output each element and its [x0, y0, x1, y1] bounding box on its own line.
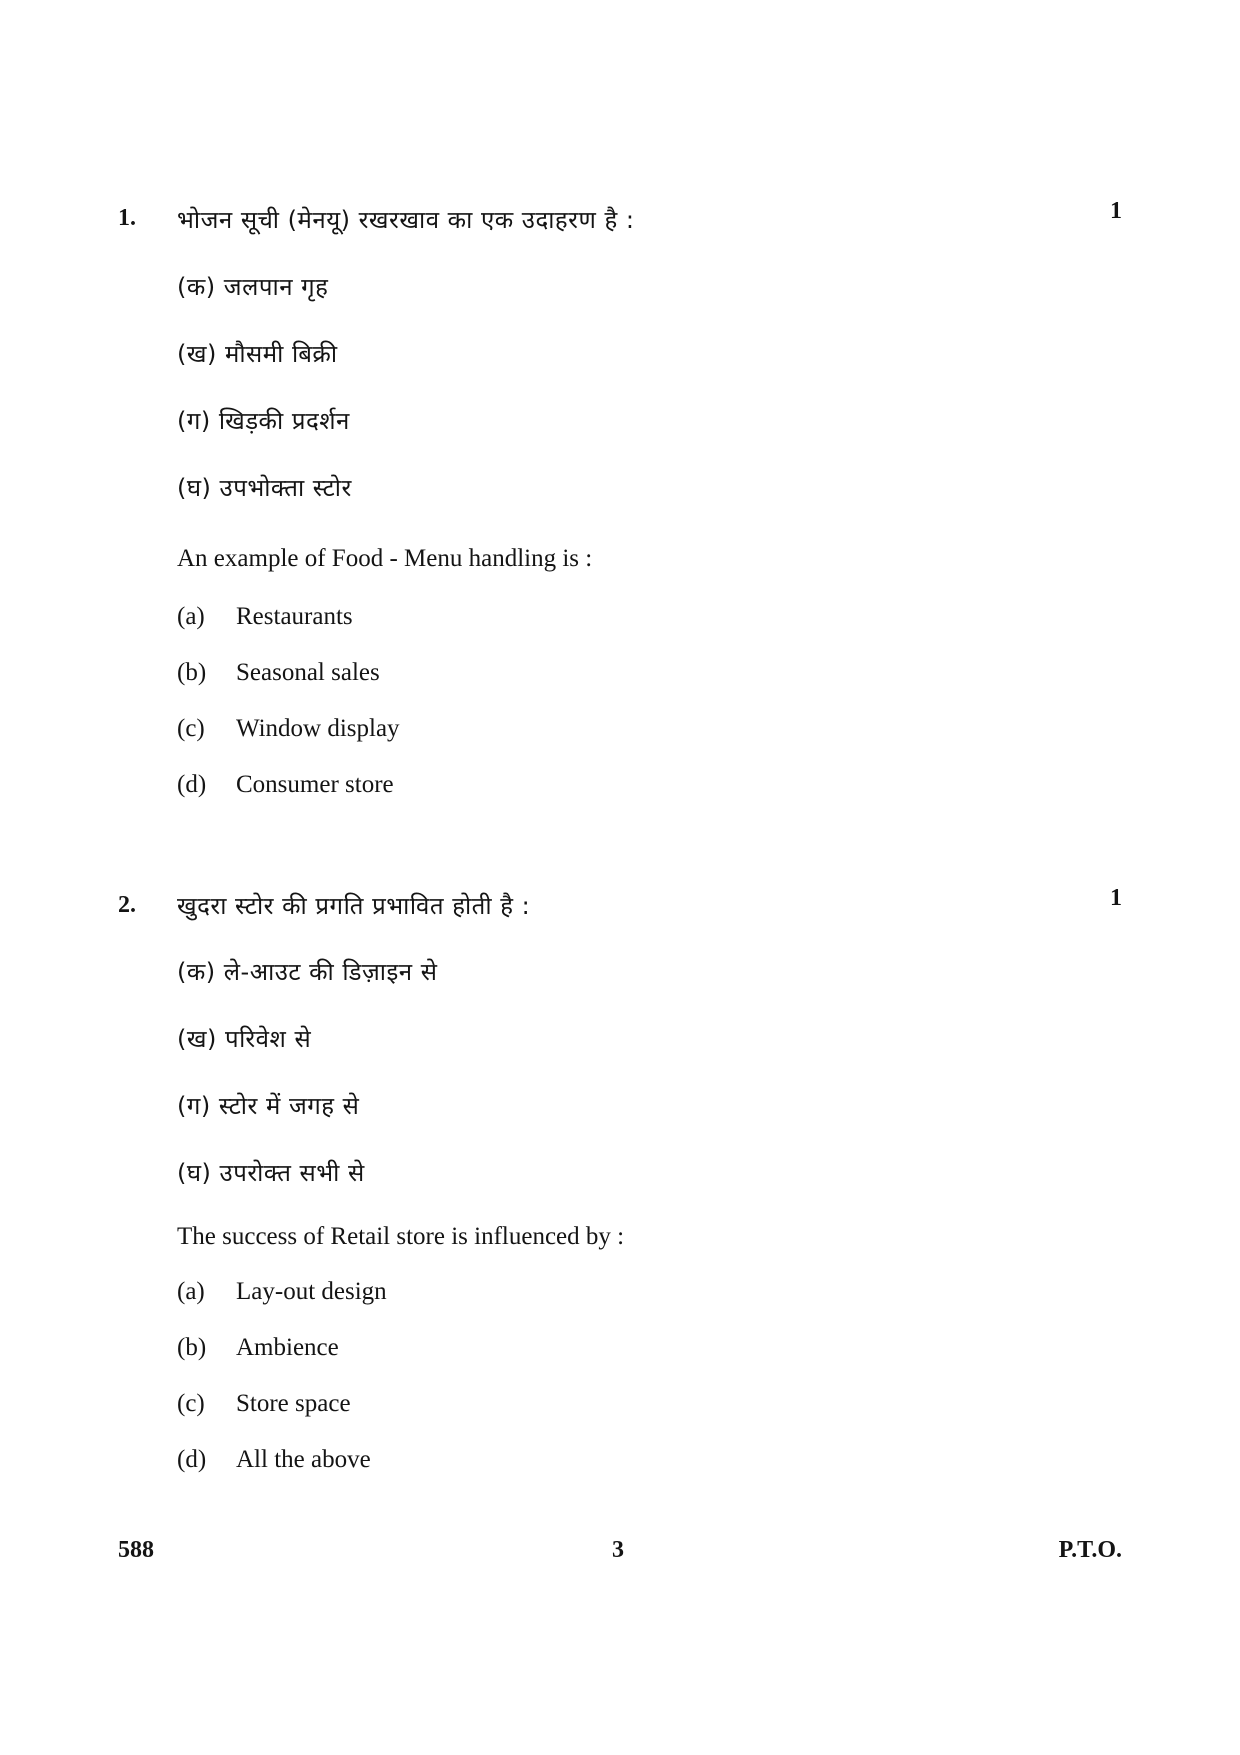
option-label: (b) — [177, 1334, 207, 1361]
question-marks: 1 — [1110, 885, 1122, 911]
option-text: Seasonal sales — [236, 659, 380, 686]
option-label: (d) — [177, 1446, 207, 1473]
hindi-option: (ग) खिड़की प्रदर्शन — [177, 407, 350, 435]
hindi-option: (क) ले-आउट की डिज़ाइन से — [177, 958, 438, 986]
option-label: (c) — [177, 1390, 205, 1417]
question-number: 2. — [118, 892, 136, 918]
option-label: (b) — [177, 659, 207, 686]
question-marks: 1 — [1110, 198, 1122, 224]
hindi-option: (घ) उपभोक्ता स्टोर — [177, 474, 352, 502]
hindi-option: (क) जलपान गृह — [177, 273, 329, 301]
question-number: 1. — [118, 205, 136, 231]
option-text: Consumer store — [236, 771, 394, 798]
hindi-option: (ग) स्टोर में जगह से — [177, 1092, 360, 1120]
hindi-option: (ख) मौसमी बिक्री — [177, 340, 338, 368]
option-text: Store space — [236, 1390, 351, 1417]
hindi-option: (ख) परिवेश से — [177, 1025, 312, 1053]
option-label: (d) — [177, 771, 207, 798]
english-question-stem: An example of Food - Menu handling is : — [177, 545, 593, 572]
option-label: (c) — [177, 715, 205, 742]
hindi-option: (घ) उपरोक्त सभी से — [177, 1159, 365, 1187]
pto-label: P.T.O. — [1058, 1537, 1122, 1563]
hindi-question-stem: खुदरा स्टोर की प्रगति प्रभावित होती है : — [177, 892, 531, 920]
option-text: All the above — [236, 1446, 371, 1473]
option-text: Ambience — [236, 1334, 339, 1361]
page-number: 3 — [612, 1537, 624, 1563]
option-text: Restaurants — [236, 603, 353, 630]
hindi-question-stem: भोजन सूची (मेनयू) रखरखाव का एक उदाहरण है : — [177, 206, 635, 234]
english-question-stem: The success of Retail store is influenced by : — [177, 1223, 625, 1250]
option-label: (a) — [177, 1278, 205, 1305]
option-text: Window display — [236, 715, 400, 742]
option-label: (a) — [177, 603, 205, 630]
option-text: Lay-out design — [236, 1278, 387, 1305]
paper-code: 588 — [118, 1537, 154, 1563]
